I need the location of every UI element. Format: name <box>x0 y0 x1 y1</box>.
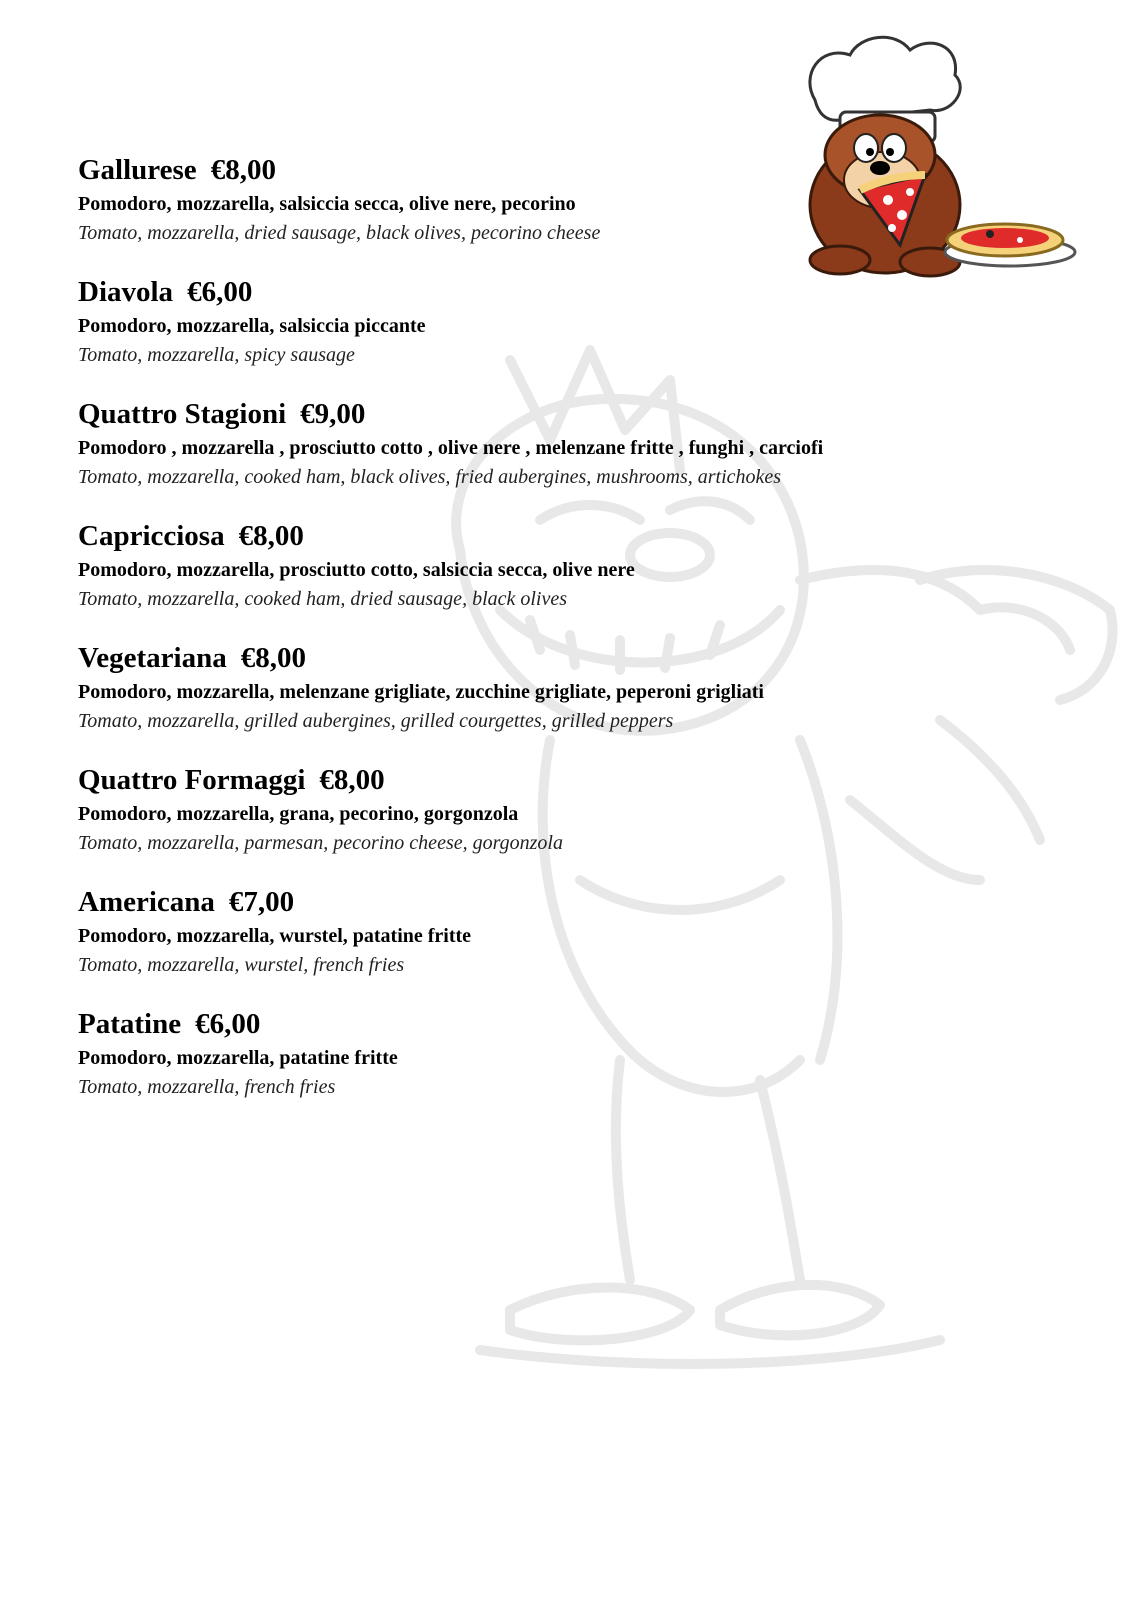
menu-item-ingredients-it: Pomodoro, mozzarella, wurstel, patatine fritte <box>78 925 472 947</box>
menu-item-name: Gallurese <box>78 154 197 186</box>
menu-item-title <box>78 760 978 800</box>
menu-item-price: €8,00 <box>240 642 306 674</box>
menu-item-ingredients-it: Pomodoro, mozzarella, melenzane grigliate, zucchine grigliate, peperoni grigliati <box>78 681 764 703</box>
menu-item-price: €6,00 <box>195 1008 261 1040</box>
menu-item-patatine <box>78 1004 978 1126</box>
menu-item-price: €8,00 <box>319 764 385 796</box>
menu-item-name: Quattro Stagioni <box>78 398 287 430</box>
menu-item-ingredients-it: Pomodoro, mozzarella, prosciutto cotto, salsiccia secca, olive nere <box>78 559 635 581</box>
menu-item-price: €8,00 <box>238 520 304 552</box>
menu-item-vegetariana <box>78 638 978 760</box>
menu-item-ingredients-en: Tomato, mozzarella, french fries <box>78 1076 336 1098</box>
menu-item-ingredients-en: Tomato, mozzarella, parmesan, pecorino cheese, gorgonzola <box>78 832 563 854</box>
menu-item-title <box>78 638 978 678</box>
menu-item-title <box>78 150 978 190</box>
menu-item-ingredients-en: Tomato, mozzarella, dried sausage, black olives, pecorino cheese <box>78 222 601 244</box>
menu-item-price: €8,00 <box>210 154 276 186</box>
menu-item-title <box>78 882 978 922</box>
menu-item-quattro-formaggi <box>78 760 978 882</box>
menu-item-ingredients-it: Pomodoro, mozzarella, grana, pecorino, gorgonzola <box>78 803 519 825</box>
menu-item-name: Capricciosa <box>78 520 225 552</box>
menu-item-ingredients-it: Pomodoro , mozzarella , prosciutto cotto , olive nere , melenzane fritte , funghi , carciofi <box>78 437 824 459</box>
menu-item-name: Americana <box>78 886 215 918</box>
menu-item-quattro-stagioni <box>78 394 978 516</box>
menu-item-ingredients-en: Tomato, mozzarella, grilled aubergines, grilled courgettes, grilled peppers <box>78 710 674 732</box>
menu-item-ingredients-en: Tomato, mozzarella, cooked ham, dried sausage, black olives <box>78 588 568 610</box>
menu-item-ingredients-it: Pomodoro, mozzarella, salsiccia piccante <box>78 315 426 337</box>
menu-item-gallurese <box>78 150 978 272</box>
menu-item-title <box>78 394 978 434</box>
menu-item-capricciosa <box>78 516 978 638</box>
menu-item-title <box>78 272 978 312</box>
menu-item-americana <box>78 882 978 1004</box>
menu-item-name: Patatine <box>78 1008 182 1040</box>
menu-item-price: €7,00 <box>228 886 295 918</box>
menu-item-ingredients-it: Pomodoro, mozzarella, patatine fritte <box>78 1047 398 1069</box>
menu-item-price: €6,00 <box>187 276 253 308</box>
menu-item-title <box>78 516 978 556</box>
menu-item-name: Vegetariana <box>78 642 227 674</box>
menu-item-price: €9,00 <box>300 398 366 430</box>
menu-item-ingredients-en: Tomato, mozzarella, spicy sausage <box>78 344 355 366</box>
pizza-menu-list <box>78 150 978 1126</box>
menu-item-title <box>78 1004 978 1044</box>
menu-item-ingredients-it: Pomodoro, mozzarella, salsiccia secca, olive nere, pecorino <box>78 193 576 215</box>
menu-item-ingredients-en: Tomato, mozzarella, cooked ham, black olives, fried aubergines, mushrooms, artichokes <box>78 466 782 488</box>
menu-item-ingredients-en: Tomato, mozzarella, wurstel, french fries <box>78 954 405 976</box>
menu-item-name: Quattro Formaggi <box>78 764 306 796</box>
menu-item-diavola <box>78 272 978 394</box>
menu-item-name: Diavola <box>78 276 174 308</box>
